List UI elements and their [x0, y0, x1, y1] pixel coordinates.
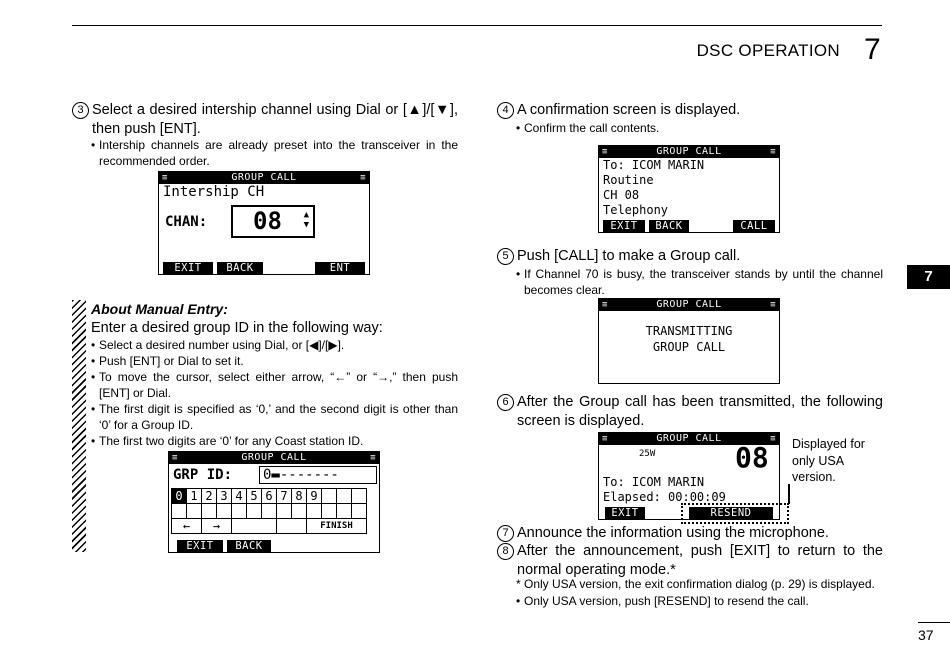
digit-cell: 6: [262, 489, 277, 504]
callout-line: [788, 484, 790, 504]
ent-softkey: ENT: [315, 262, 365, 274]
exit-softkey: EXIT: [603, 220, 645, 232]
step-number: 7: [497, 525, 514, 542]
lcd-line: To: ICOM MARIN: [603, 158, 705, 172]
digit-cell: 9: [307, 489, 322, 504]
lcd-line: Intership CH: [163, 184, 265, 200]
step-text: Announce the information using the microphone.: [517, 525, 829, 541]
step-number: 8: [497, 543, 514, 560]
left-arrow-icon: ←: [172, 519, 202, 534]
lcd-screen-grp-id: [168, 451, 380, 553]
step-8: [497, 542, 883, 580]
chan-label: CHAN:: [165, 214, 208, 230]
page-number: 37: [918, 627, 934, 643]
note-text: Intership channels are already preset into the transceiver in the recommended order.: [99, 138, 458, 168]
digit-cell: 0: [172, 489, 187, 504]
step-4: [497, 101, 883, 120]
lcd-header: ≡ GROUP CALL ≡: [159, 172, 369, 184]
power-indicator: 25W: [639, 449, 656, 459]
lcd-line: Telephony: [603, 203, 669, 217]
step-6: [497, 393, 883, 431]
note-text: If Channel 70 is busy, the transceiver stands by until the channel becomes clear.: [524, 267, 883, 297]
manual-bullet: • The first digit is specified as ‘0,’ and the second digit is other than ‘0’ for a Group ID.: [91, 402, 458, 432]
exit-softkey: EXIT: [177, 540, 223, 552]
exit-softkey: EXIT: [163, 262, 213, 274]
note: • Only USA version, push [RESEND] to resend the call.: [516, 593, 883, 609]
note: • Confirm the call contents.: [516, 120, 883, 136]
lcd-header: ≡ GROUP CALL ≡: [599, 146, 779, 158]
manual-bullet: • Select a desired number using Dial, or [◀]/[▶].: [91, 338, 345, 352]
back-softkey: BACK: [227, 540, 271, 552]
lcd-line: Routine: [603, 173, 654, 187]
lcd-header: ≡ GROUP CALL ≡: [599, 299, 779, 311]
back-softkey: BACK: [217, 262, 263, 274]
page-rule: [918, 622, 950, 623]
lcd-header: ≡ GROUP CALL ≡: [599, 433, 779, 445]
step-number: 3: [72, 102, 89, 119]
digit-cell: 2: [202, 489, 217, 504]
digit-cell: 3: [217, 489, 232, 504]
digit-cell: 8: [292, 489, 307, 504]
note-text: Only USA version, push [RESEND] to resend the call.: [524, 594, 809, 608]
manual-entry-title: About Manual Entry:: [91, 301, 228, 317]
step-7: [497, 524, 883, 543]
manual-bullet: • Push [ENT] or Dial to set it.: [91, 354, 244, 368]
lcd-screen-confirm: [598, 145, 780, 233]
step-text: Select a desired intership channel using Dial or [▲]/[▼], then push [ENT].: [92, 102, 458, 137]
note: • Intership channels are already preset into the transceiver in the recommended order.: [91, 138, 458, 168]
chan-box: [231, 205, 315, 238]
note-text: Confirm the call contents.: [524, 121, 660, 135]
manual-bullet: • The first two digits are ‘0’ for any Coast station ID.: [91, 434, 364, 448]
lcd-line: To: ICOM MARIN: [603, 475, 705, 489]
digit-grid: [171, 488, 367, 534]
footnote: * Only USA version, the exit confirmation dialog (p. 29) is displayed.: [516, 577, 875, 591]
updown-arrow-icon: ▲ ▼: [303, 210, 309, 230]
lcd-screen-transmitting: [598, 298, 780, 384]
lcd-line: TRANSMITTING: [645, 324, 733, 338]
step-3: [72, 101, 458, 139]
step-text: After the announcement, push [EXIT] to return to the normal operating mode.*: [517, 543, 883, 578]
chapter-number: 7: [864, 33, 881, 66]
finish-key: FINISH: [307, 519, 367, 534]
digit-cell: 7: [277, 489, 292, 504]
step-text: Push [CALL] to make a Group call.: [517, 248, 741, 264]
grp-id-field: 0▬-------: [259, 466, 377, 484]
right-arrow-icon: →: [202, 519, 232, 534]
resend-highlight: [681, 503, 789, 524]
digit-cell: 1: [187, 489, 202, 504]
lcd-header: ≡ GROUP CALL ≡: [169, 452, 379, 464]
callout-text: Displayed for only USA version.: [792, 437, 865, 484]
exit-softkey: EXIT: [605, 507, 645, 519]
header-rule: [72, 25, 882, 26]
step-number: 4: [497, 102, 514, 119]
manual-entry-intro: Enter a desired group ID in the following way:: [91, 320, 383, 336]
step-number: 5: [497, 248, 514, 265]
manual-bullet: • To move the cursor, select either arrow, “←” or “→,” then push [ENT] or Dial.: [91, 370, 458, 400]
chapter-tab: 7: [907, 265, 950, 289]
note: • If Channel 70 is busy, the transceiver stands by until the channel becomes clear.: [516, 267, 883, 297]
lcd-line: GROUP CALL: [652, 340, 726, 354]
step-5: [497, 247, 883, 266]
step-text: After the Group call has been transmitted, the following screen is displayed.: [517, 394, 883, 429]
call-softkey: CALL: [733, 220, 775, 232]
back-softkey: BACK: [649, 220, 689, 232]
step-number: 6: [497, 394, 514, 411]
channel-number: 08: [735, 441, 769, 474]
lcd-line: CH 08: [603, 188, 640, 202]
resend-softkey: RESEND: [689, 507, 773, 519]
grp-id-label: GRP ID:: [173, 467, 233, 483]
section-title: DSC OPERATION: [696, 41, 840, 60]
lcd-screen-intership: [158, 171, 370, 275]
chan-value: 08: [253, 207, 282, 235]
digit-cell: 5: [247, 489, 262, 504]
digit-cell: 4: [232, 489, 247, 504]
lcd-line: Elapsed: 00:00:09: [603, 490, 726, 504]
hatch-bar: [72, 300, 86, 552]
step-text: A confirmation screen is displayed.: [517, 102, 741, 118]
